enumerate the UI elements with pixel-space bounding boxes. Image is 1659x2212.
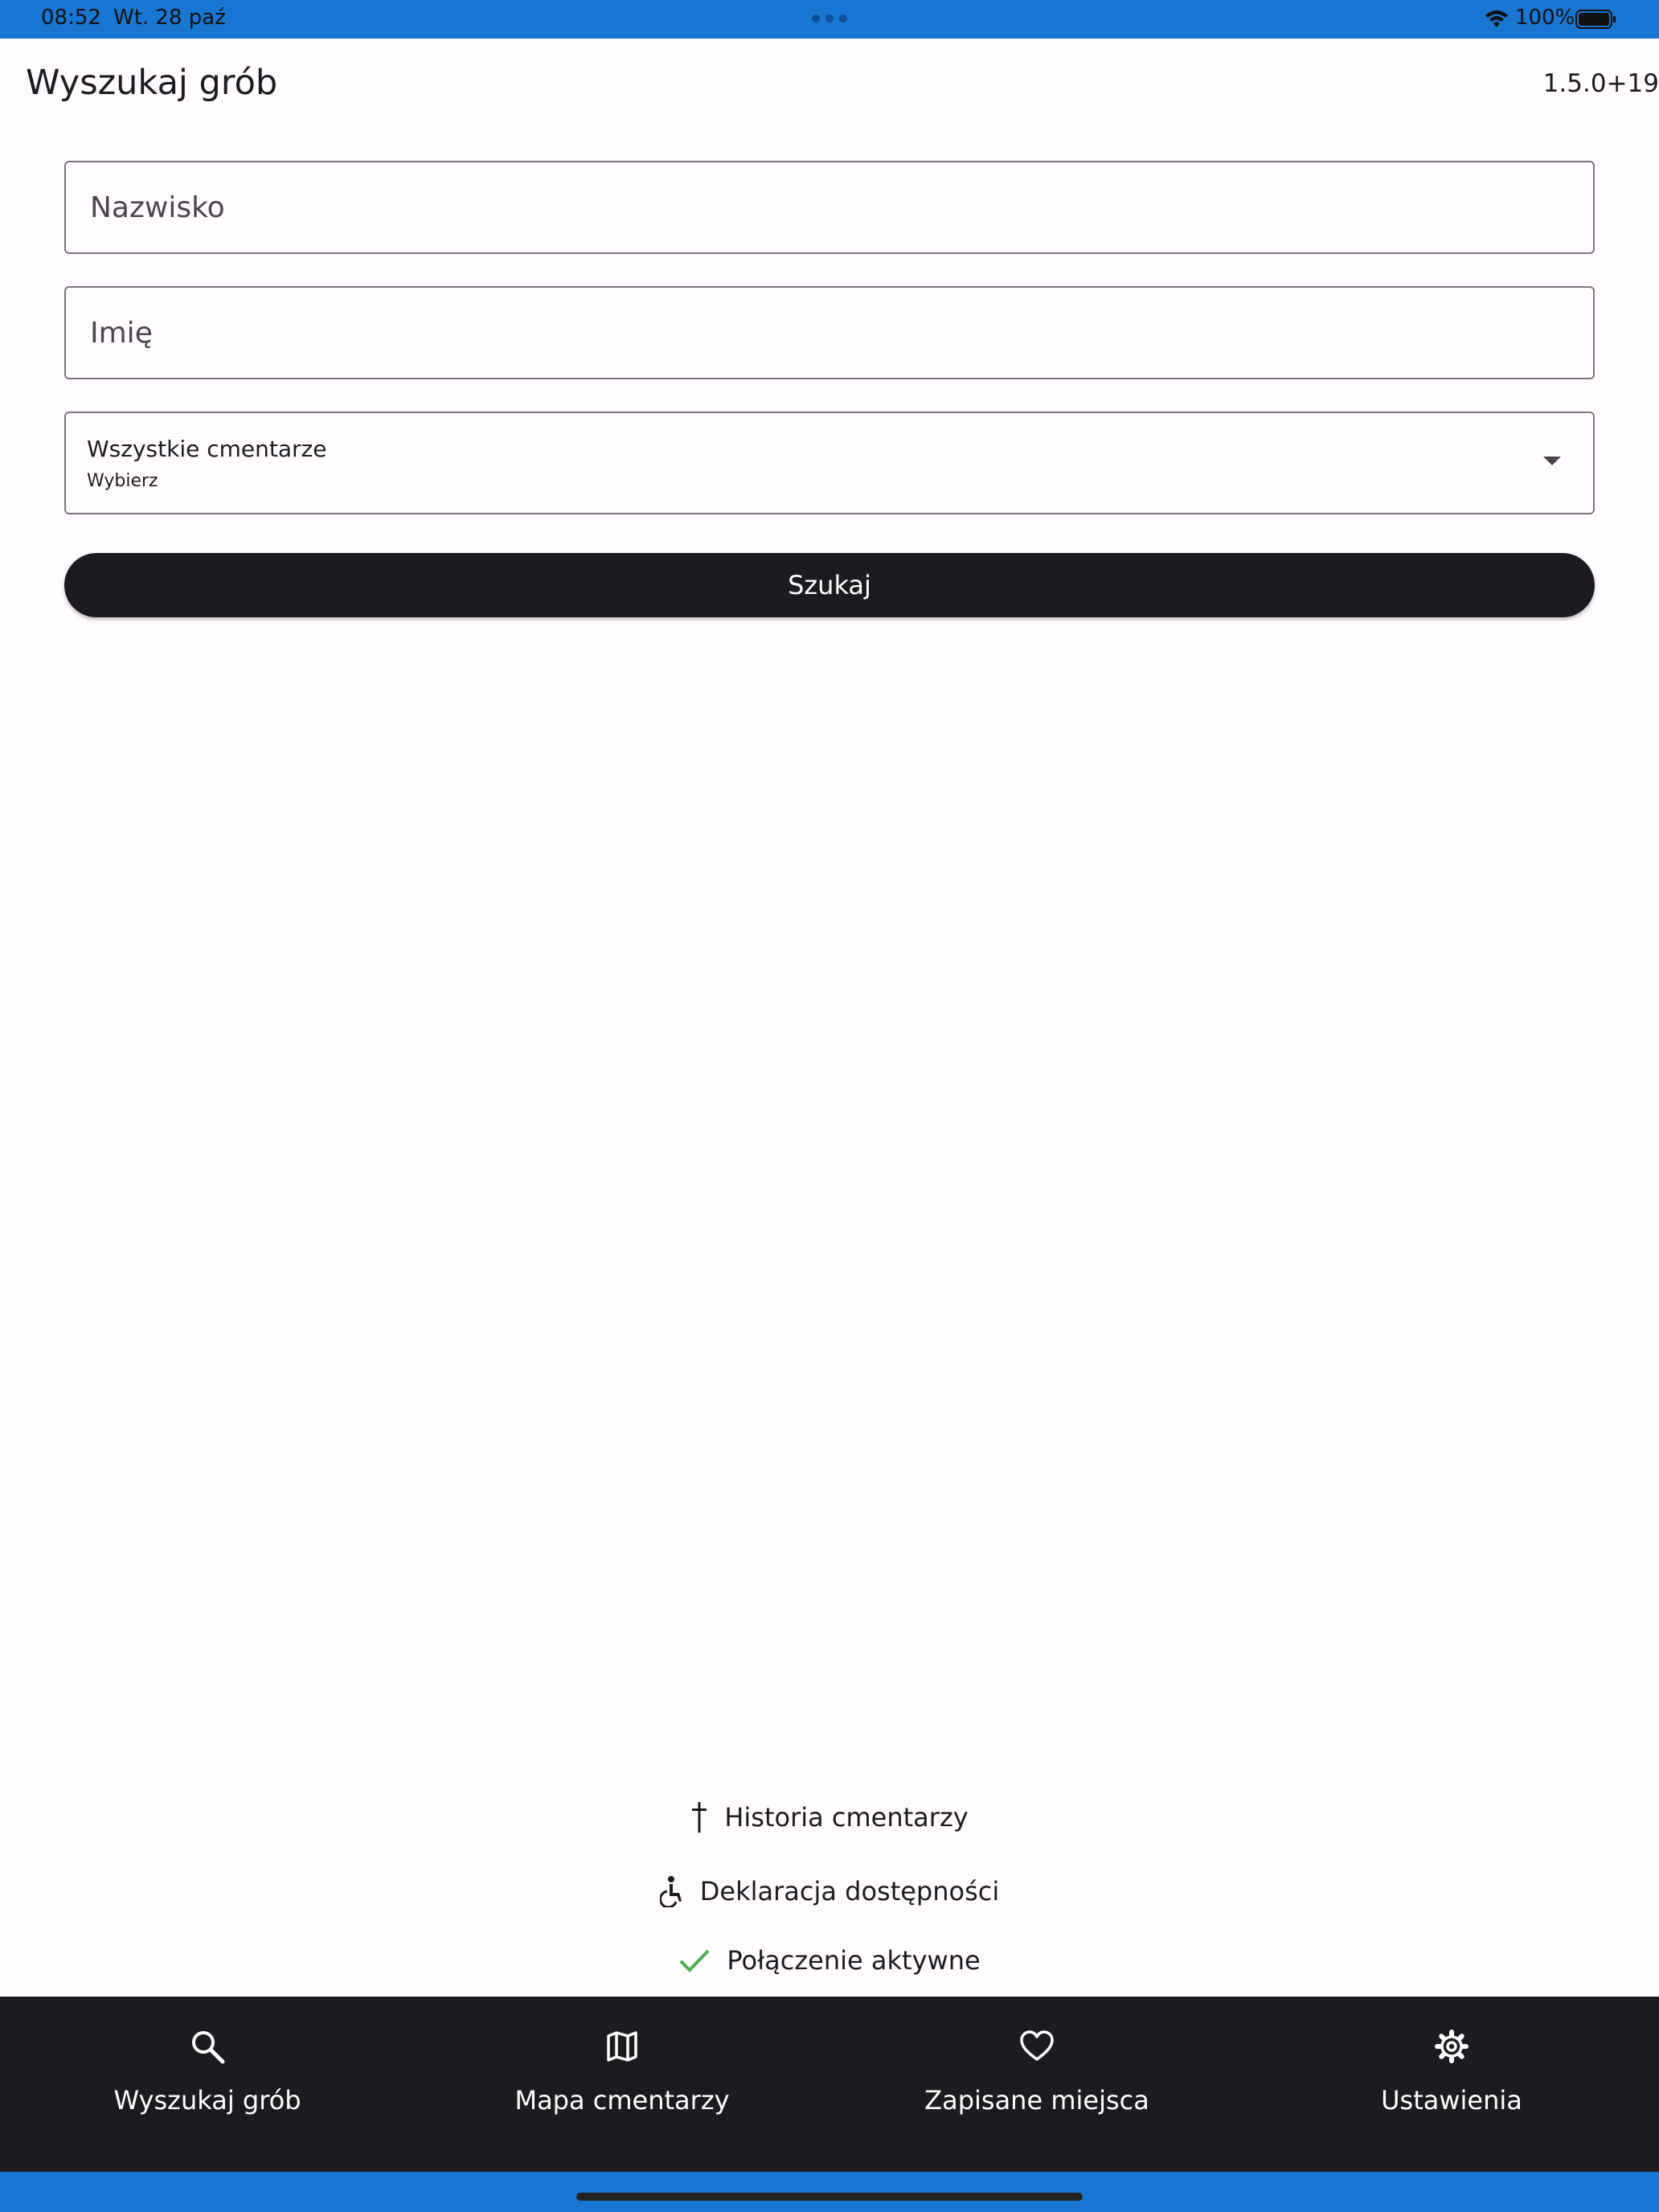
- accessibility-icon: [660, 1875, 684, 1907]
- status-time: 08:52: [41, 6, 101, 30]
- home-indicator[interactable]: [576, 2193, 1083, 2201]
- gear-icon: [1434, 2029, 1469, 2064]
- checkmark-icon: [678, 1948, 711, 1973]
- first-name-field[interactable]: [64, 286, 1595, 379]
- surname-input[interactable]: [90, 162, 1569, 252]
- cemetery-select[interactable]: [64, 412, 1595, 514]
- nav-item-label: Zapisane miejsca: [924, 2085, 1149, 2116]
- nav-item-settings[interactable]: [1244, 1997, 1659, 2172]
- nav-item-map[interactable]: [415, 1997, 830, 2172]
- heart-icon: [1019, 2029, 1055, 2064]
- history-link[interactable]: [0, 1799, 1659, 1836]
- status-bar: [0, 0, 1659, 39]
- accessibility-link-label: Deklaracja dostępności: [699, 1876, 1000, 1907]
- home-indicator-area: [0, 2172, 1659, 2212]
- nav-item-saved[interactable]: [830, 1997, 1244, 2172]
- connection-status-label: Połączenie aktywne: [727, 1945, 981, 1976]
- dropdown-arrow-icon[interactable]: [1543, 457, 1561, 465]
- map-icon: [604, 2029, 640, 2064]
- wifi-icon: [1484, 8, 1509, 29]
- history-link-label: Historia cmentarzy: [724, 1802, 969, 1833]
- app-version: 1.5.0+19: [1542, 69, 1659, 98]
- battery-percentage: 100%: [1515, 6, 1575, 30]
- battery-icon: [1575, 9, 1617, 30]
- dagger-cross-icon: [690, 1801, 708, 1833]
- cemetery-select-hint: Wybierz: [87, 471, 158, 491]
- cemetery-select-value: Wszystkie cmentarze: [87, 436, 327, 462]
- nav-item-label: Wyszukaj grób: [113, 2085, 301, 2116]
- search-button[interactable]: Szukaj: [64, 553, 1595, 617]
- nav-item-label: Ustawienia: [1381, 2085, 1522, 2116]
- bottom-navigation: [0, 1997, 1659, 2172]
- connection-status: [0, 1942, 1659, 1979]
- nav-item-label: Mapa cmentarzy: [514, 2085, 730, 2116]
- search-icon: [190, 2029, 225, 2064]
- multitasking-dots-icon[interactable]: [812, 14, 847, 23]
- first-name-input[interactable]: [90, 288, 1569, 378]
- nav-item-search[interactable]: [0, 1997, 415, 2172]
- surname-field[interactable]: [64, 161, 1595, 254]
- status-date: Wt. 28 paź: [113, 6, 226, 30]
- page-title: Wyszukaj grób: [26, 63, 278, 103]
- accessibility-link[interactable]: [0, 1873, 1659, 1910]
